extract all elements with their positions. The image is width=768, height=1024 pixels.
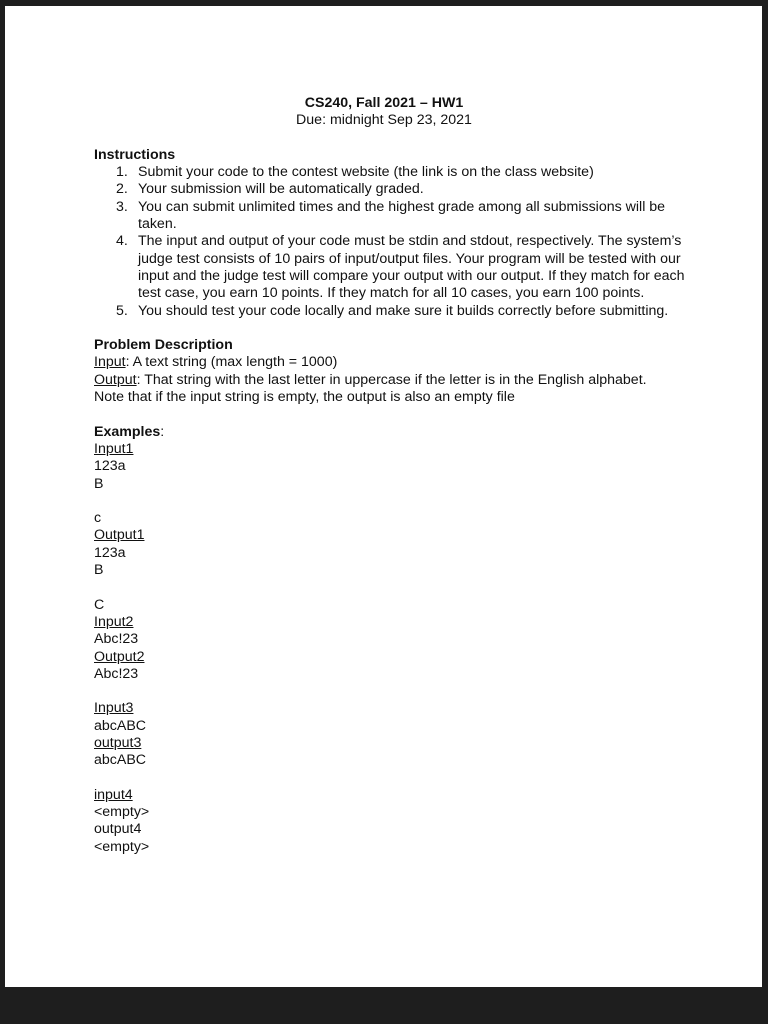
output-label: Output <box>94 371 137 388</box>
instruction-text: Submit your code to the contest website (the link is on the class website) <box>138 164 594 181</box>
example-output1-label: Output1 <box>94 527 145 544</box>
instruction-text: You can submit unlimited times and the highest grade among all submissions will be taken. <box>138 198 666 233</box>
example-output1-line <box>94 579 694 596</box>
example-output1-line: B <box>94 562 104 579</box>
example-input1-line <box>94 493 694 510</box>
instruction-number: 3. <box>116 198 128 215</box>
example-input1-label: Input1 <box>94 440 134 457</box>
example-input3-label: Input3 <box>94 700 134 717</box>
document-header <box>94 95 674 130</box>
instructions-list <box>94 164 694 320</box>
example-output4-value: <empty> <box>94 838 150 855</box>
instruction-item <box>116 164 694 181</box>
instruction-number: 2. <box>116 181 128 198</box>
example-input4-value: <empty> <box>94 804 150 821</box>
problem-output-line <box>94 372 694 389</box>
problem-note: Note that if the input string is empty, the output is also an empty file <box>94 389 515 406</box>
problem-heading: Problem Description <box>94 337 233 354</box>
example-output2-value: Abc!23 <box>94 665 139 682</box>
document-content <box>94 95 694 856</box>
example-output3-label: output3 <box>94 734 142 751</box>
instruction-item <box>116 233 694 302</box>
example-input2-label: Input2 <box>94 613 134 630</box>
example-input3-value: abcABC <box>94 717 147 734</box>
example-output1-line: 123a <box>94 544 126 561</box>
instruction-item <box>116 302 694 320</box>
example-input4-label: input4 <box>94 786 133 803</box>
output-description: : That string with the last letter in uppercase if the letter is in the English alphabet. <box>136 371 647 388</box>
examples-colon: : <box>160 423 165 440</box>
examples-heading: Examples <box>94 423 161 440</box>
example-input1-line: c <box>94 510 102 527</box>
example-input2-value: Abc!23 <box>94 631 139 648</box>
example-output4-label: output4 <box>94 821 142 838</box>
instruction-text: The input and output of your code must be stdin and stdout, respectively. The system’s judge test consists of 10 pairs of input/output files. Your program will be tested with our input and the judge test will compare your output with our output. If they match for each test case, you earn 10 points. If they match for all 10 cases, you earn 100 points. <box>138 233 685 302</box>
input-label: Input <box>94 354 126 371</box>
example-output3-value: abcABC <box>94 752 147 769</box>
problem-input-line <box>94 354 694 371</box>
instructions-heading: Instructions <box>94 146 176 163</box>
instruction-number: 1. <box>116 164 128 181</box>
instruction-item <box>116 198 694 234</box>
example-output1-line: C <box>94 596 105 613</box>
instruction-number: 4. <box>116 233 128 250</box>
document-title: CS240, Fall 2021 – HW1 <box>304 95 464 111</box>
instruction-text: You should test your code locally and make sure it builds correctly before submitting. <box>138 302 669 319</box>
example-input1-line: 123a <box>94 458 126 475</box>
input-description: : A text string (max length = 1000) <box>125 354 338 371</box>
example-output2-label: Output2 <box>94 648 145 665</box>
instruction-item <box>116 181 694 198</box>
document-page <box>5 6 762 987</box>
due-date: Due: midnight Sep 23, 2021 <box>296 112 472 129</box>
instruction-text: Your submission will be automatically graded. <box>138 181 424 198</box>
instruction-number: 5. <box>116 302 128 319</box>
examples-heading-line <box>94 424 694 441</box>
example-input1-line: B <box>94 475 104 492</box>
